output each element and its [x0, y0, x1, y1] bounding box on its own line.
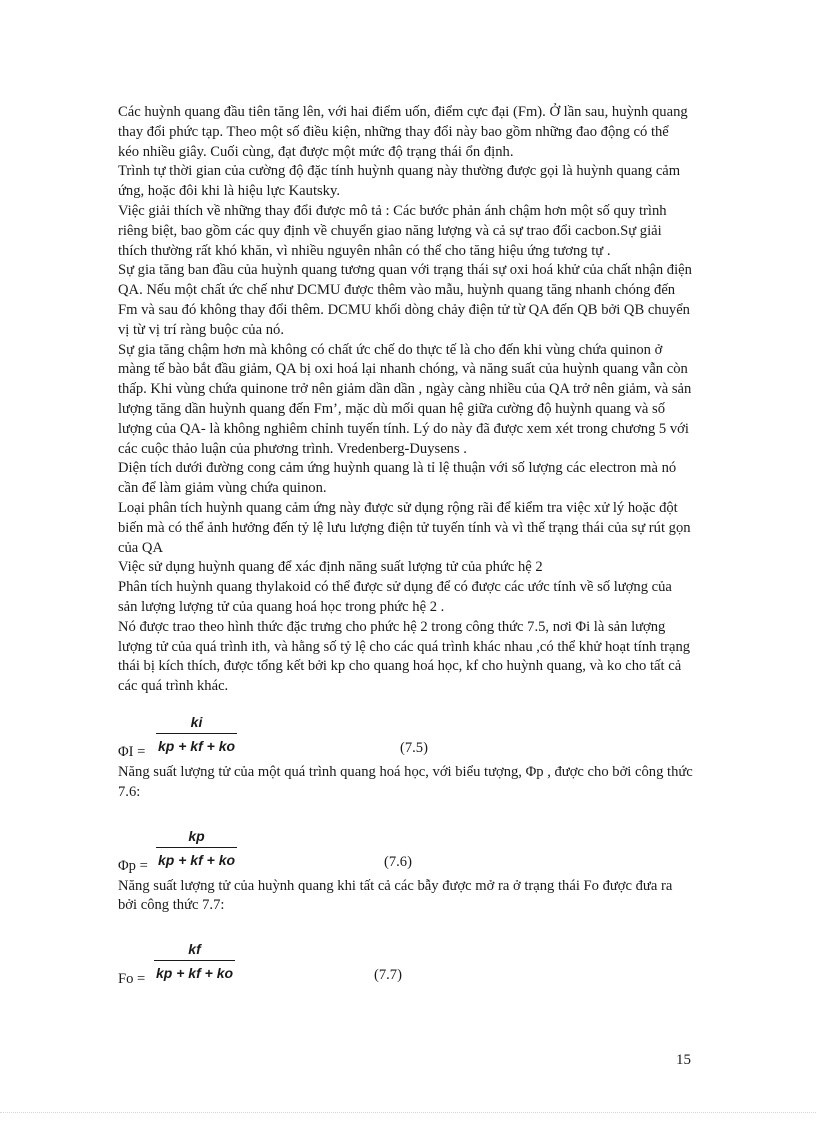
paragraph-9: Nó được trao theo hình thức đặc trưng cho phức hệ 2 trong công thức 7.5, nơi Φi là sản lượng lượng tử của quá trình ith, và hằng số tỷ lệ cho các quá trình khác nhau ,có thể khử hoạt tính trạng thái bị kích thích, được tổng kết bởi kp cho quang hoá học, kf cho huỳnh quang, và ko cho tất cả các quá trình khác.	[118, 618, 691, 695]
paragraph-11: Năng suất lượng tử của huỳnh quang khi tất cả các bẫy được mở ra ở trạng thái Fo được đưa ra bởi công thức 7.7:	[118, 877, 673, 914]
paragraph-6: Diện tích dưới đường cong cảm ứng huỳnh quang là tỉ lệ thuận với số lượng các electron mà nó cần để làm giảm vùng chứa quinon.	[118, 460, 677, 497]
equation-7-5	[118, 699, 693, 763]
equation-7-7	[118, 918, 693, 990]
equation-number: (7.6)	[384, 853, 412, 870]
equation-denominator: kp + kf + ko	[158, 851, 236, 868]
equation-number: (7.7)	[374, 967, 402, 984]
equation-number: (7.5)	[400, 740, 428, 757]
equation-denominator: kp + kf + ko	[158, 737, 236, 754]
equation-denominator: kp + kf + ko	[156, 965, 234, 982]
paragraph-7: Loại phân tích huỳnh quang cảm ứng này được sử dụng rộng rãi để kiểm tra việc xử lý hoặc đột biến mà có thể ảnh hưởng đến tỷ lệ lưu lượng điện tử tuyến tính và vì thế trạng thái của sự rút gọn của QA	[118, 499, 691, 556]
paragraph-5: Sự gia tăng chậm hơn mà không có chất ức chế do thực tế là cho đến khi vùng chứa quinon ở màng tế bào bắt đầu giảm, QA bị oxi hoá lại nhanh chóng, và năng suất của huỳnh quang vẫn còn thấp. Khi vùng chứa quinone trở nên giảm dần dần , ngày càng nhiều của QA trở nên giảm, và sản lượng tăng dần huỳnh quang đến Fm’, mặc dù mối quan hệ giữa cường độ huỳnh quang và số lượng của QA- là không nghiêm chỉnh tuyến tính. Lý do này đã được xem xét trong chương 5 với các cuộc thảo luận của phương trình. Vredenberg-Duysens .	[118, 341, 692, 457]
equation-7-6	[118, 805, 693, 877]
equation-numerator: kp	[188, 827, 205, 844]
equation-lhs: Φp =	[118, 857, 148, 874]
equation-lhs: Fo =	[118, 971, 146, 988]
page-bottom-rule	[0, 1112, 816, 1113]
body-text	[118, 103, 693, 990]
paragraph-1: Các huỳnh quang đầu tiên tăng lên, với hai điểm uốn, điểm cực đại (Fm). Ở lần sau, huỳnh quang thay đổi phức tạp. Theo một số điều kiện, những thay đổi này bao gồm những đao động có thể kéo nhiều giây. Cuối cùng, đạt được một mức độ trạng thái ổn định.	[118, 104, 688, 160]
equation-numerator: ki	[190, 713, 203, 730]
equation-fraction	[156, 940, 233, 982]
paragraph-4: Sự gia tăng ban đầu của huỳnh quang tương quan với trạng thái sự oxi hoá khử của chất nhận điện QA. Nếu một chất ức chế như DCMU được thêm vào mẫu, huỳnh quang tăng nhanh chóng đến Fm và sau đó không thay đổi thêm. DCMU khối dòng chảy điện tử từ QA đến QB bởi QB chuyển vị từ vị trí ràng buộc của nó.	[118, 262, 692, 338]
paragraph-3: Việc giải thích về những thay đổi được mô tả : Các bước phản ánh chậm hơn một số quy trình riêng biệt, bao gồm các quy định về chuyển giao năng lượng và cả sự trao đổi cacbon.Sự giải thích thường rất khó khăn, vì nhiều nguyên nhân có thể cho tăng hiệu ứng tương tự .	[118, 202, 667, 259]
paragraph-10: Năng suất lượng tử của một quá trình quang hoá học, với biểu tượng, Φp , được cho bởi công thức 7.6:	[118, 763, 693, 800]
paragraph-8: Phân tích huỳnh quang thylakoid có thể được sử dụng để có được các ước tính về số lượng của sản lượng lượng tử của quang hoá học trong phức hệ 2 .	[118, 579, 672, 615]
section-heading: Việc sử dụng huỳnh quang để xác định năng suất lượng tử của phức hệ 2	[118, 559, 543, 576]
page-number: 15	[676, 1052, 691, 1068]
equation-fraction	[158, 827, 235, 869]
equation-numerator: kf	[188, 941, 201, 958]
equation-lhs: ΦI =	[118, 744, 146, 761]
paragraph-2: Trình tự thời gian của cường độ đặc tính huỳnh quang này thường được gọi là huỳnh quang cảm ứng, hoặc đôi khi là hiệu lực Kautsky.	[118, 163, 681, 200]
equation-fraction	[158, 713, 235, 755]
